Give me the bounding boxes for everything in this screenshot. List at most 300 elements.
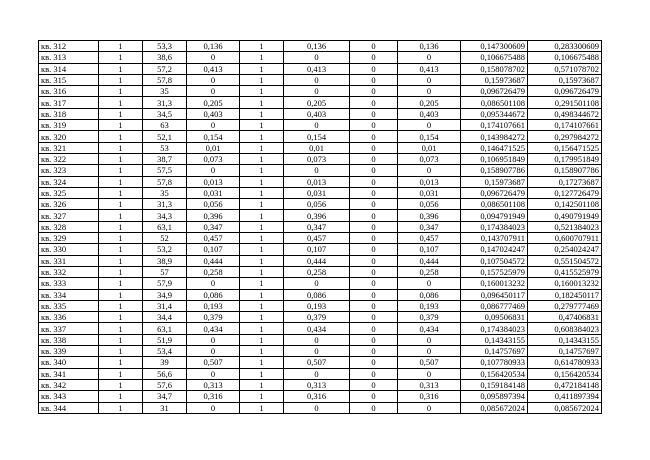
cell-coef: 1 — [240, 52, 284, 63]
cell-total: 0,106675488 — [528, 52, 602, 63]
cell-area: 57,9 — [143, 278, 187, 289]
cell-value-b: 0,396 — [284, 210, 350, 221]
cell-value-e: 0,147024247 — [461, 244, 528, 255]
cell-value-b: 0 — [284, 278, 350, 289]
cell-coef: 1 — [240, 402, 284, 413]
cell-value-c: 0 — [350, 131, 398, 142]
cell-apartment: кв. 333 — [39, 278, 99, 289]
cell-value-c: 0 — [350, 289, 398, 300]
cell-value-a: 0,056 — [187, 199, 240, 210]
cell-total: 0,156471525 — [528, 142, 602, 153]
cell-count: 1 — [99, 165, 143, 176]
cell-area: 51,9 — [143, 334, 187, 345]
cell-value-d: 0,444 — [398, 255, 461, 266]
cell-value-c: 0 — [350, 153, 398, 164]
cell-total: 0,279777469 — [528, 300, 602, 311]
cell-area: 56,6 — [143, 368, 187, 379]
cell-coef: 1 — [240, 120, 284, 131]
cell-area: 38,9 — [143, 255, 187, 266]
cell-value-d: 0,107 — [398, 244, 461, 255]
table-row — [39, 391, 602, 402]
cell-value-b: 0,154 — [284, 131, 350, 142]
cell-value-d: 0 — [398, 402, 461, 413]
cell-value-d: 0,396 — [398, 210, 461, 221]
cell-value-b: 0 — [284, 120, 350, 131]
cell-count: 1 — [99, 187, 143, 198]
table-row — [39, 334, 602, 345]
cell-value-e: 0,158078702 — [461, 63, 528, 74]
cell-area: 63,1 — [143, 323, 187, 334]
cell-count: 1 — [99, 86, 143, 97]
cell-value-a: 0 — [187, 165, 240, 176]
cell-area: 31,4 — [143, 300, 187, 311]
cell-value-d: 0 — [398, 165, 461, 176]
cell-total: 0,490791949 — [528, 210, 602, 221]
table-row — [39, 346, 602, 357]
cell-coef: 1 — [240, 379, 284, 390]
cell-total: 0,14343155 — [528, 334, 602, 345]
cell-value-d: 0 — [398, 278, 461, 289]
cell-apartment: кв. 318 — [39, 108, 99, 119]
cell-apartment: кв. 328 — [39, 221, 99, 232]
cell-value-b: 0,347 — [284, 221, 350, 232]
cell-value-b: 0,444 — [284, 255, 350, 266]
cell-value-a: 0,457 — [187, 233, 240, 244]
cell-value-e: 0,086777469 — [461, 300, 528, 311]
cell-coef: 1 — [240, 334, 284, 345]
cell-coef: 1 — [240, 300, 284, 311]
cell-apartment: кв. 312 — [39, 41, 99, 52]
table-row — [39, 187, 602, 198]
cell-area: 31 — [143, 402, 187, 413]
cell-total: 0,254024247 — [528, 244, 602, 255]
table-row — [39, 199, 602, 210]
cell-value-a: 0,193 — [187, 300, 240, 311]
cell-total: 0,551504572 — [528, 255, 602, 266]
table-row — [39, 379, 602, 390]
cell-area: 53,4 — [143, 346, 187, 357]
cell-value-a: 0 — [187, 368, 240, 379]
cell-value-b: 0,136 — [284, 41, 350, 52]
cell-coef: 1 — [240, 41, 284, 52]
cell-coef: 1 — [240, 289, 284, 300]
cell-value-c: 0 — [350, 402, 398, 413]
cell-total: 0,17273687 — [528, 176, 602, 187]
cell-value-b: 0,107 — [284, 244, 350, 255]
cell-value-c: 0 — [350, 221, 398, 232]
cell-value-c: 0 — [350, 266, 398, 277]
cell-value-c: 0 — [350, 278, 398, 289]
cell-count: 1 — [99, 131, 143, 142]
cell-value-c: 0 — [350, 379, 398, 390]
cell-coef: 1 — [240, 323, 284, 334]
cell-count: 1 — [99, 312, 143, 323]
cell-value-d: 0,154 — [398, 131, 461, 142]
cell-value-a: 0,413 — [187, 63, 240, 74]
cell-value-b: 0,434 — [284, 323, 350, 334]
cell-value-d: 0,193 — [398, 300, 461, 311]
table-row — [39, 210, 602, 221]
cell-total: 0,571078702 — [528, 63, 602, 74]
cell-value-b: 0,413 — [284, 63, 350, 74]
table-row — [39, 368, 602, 379]
cell-coef: 1 — [240, 165, 284, 176]
cell-apartment: кв. 342 — [39, 379, 99, 390]
cell-value-e: 0,157525979 — [461, 266, 528, 277]
table-row — [39, 323, 602, 334]
table-row — [39, 131, 602, 142]
cell-value-a: 0,347 — [187, 221, 240, 232]
cell-value-c: 0 — [350, 97, 398, 108]
cell-value-c: 0 — [350, 312, 398, 323]
cell-value-c: 0 — [350, 187, 398, 198]
cell-value-a: 0 — [187, 334, 240, 345]
cell-coef: 1 — [240, 357, 284, 368]
cell-value-b: 0 — [284, 402, 350, 413]
cell-count: 1 — [99, 142, 143, 153]
cell-total: 0,174107661 — [528, 120, 602, 131]
cell-apartment: кв. 337 — [39, 323, 99, 334]
cell-value-d: 0 — [398, 86, 461, 97]
cell-value-b: 0 — [284, 165, 350, 176]
cell-value-a: 0,086 — [187, 289, 240, 300]
cell-value-e: 0,14757697 — [461, 346, 528, 357]
cell-value-e: 0,086501108 — [461, 97, 528, 108]
cell-value-d: 0,013 — [398, 176, 461, 187]
cell-coef: 1 — [240, 255, 284, 266]
cell-value-a: 0,434 — [187, 323, 240, 334]
cell-value-e: 0,09506831 — [461, 312, 528, 323]
cell-value-b: 0,313 — [284, 379, 350, 390]
cell-count: 1 — [99, 199, 143, 210]
cell-value-c: 0 — [350, 233, 398, 244]
table-row — [39, 165, 602, 176]
cell-value-a: 0,444 — [187, 255, 240, 266]
cell-coef: 1 — [240, 74, 284, 85]
cell-area: 53 — [143, 142, 187, 153]
cell-value-d: 0,507 — [398, 357, 461, 368]
table-row — [39, 97, 602, 108]
cell-value-e: 0,160013232 — [461, 278, 528, 289]
cell-value-a: 0 — [187, 120, 240, 131]
cell-value-e: 0,159184148 — [461, 379, 528, 390]
cell-total: 0,14757697 — [528, 346, 602, 357]
cell-value-e: 0,146471525 — [461, 142, 528, 153]
cell-coef: 1 — [240, 233, 284, 244]
cell-value-e: 0,107504572 — [461, 255, 528, 266]
cell-apartment: кв. 315 — [39, 74, 99, 85]
cell-total: 0,179951849 — [528, 153, 602, 164]
cell-value-d: 0 — [398, 74, 461, 85]
cell-value-b: 0,507 — [284, 357, 350, 368]
table-row — [39, 120, 602, 131]
cell-value-c: 0 — [350, 244, 398, 255]
cell-area: 38,6 — [143, 52, 187, 63]
cell-value-b: 0,403 — [284, 108, 350, 119]
table-row — [39, 63, 602, 74]
cell-area: 34,7 — [143, 391, 187, 402]
cell-count: 1 — [99, 346, 143, 357]
cell-value-e: 0,096450117 — [461, 289, 528, 300]
cell-count: 1 — [99, 210, 143, 221]
table-row — [39, 74, 602, 85]
table-row — [39, 41, 602, 52]
cell-value-b: 0,086 — [284, 289, 350, 300]
cell-count: 1 — [99, 300, 143, 311]
cell-coef: 1 — [240, 187, 284, 198]
cell-coef: 1 — [240, 153, 284, 164]
cell-count: 1 — [99, 244, 143, 255]
cell-total: 0,182450117 — [528, 289, 602, 300]
cell-value-c: 0 — [350, 63, 398, 74]
cell-count: 1 — [99, 233, 143, 244]
table-row — [39, 300, 602, 311]
cell-count: 1 — [99, 334, 143, 345]
cell-value-a: 0,205 — [187, 97, 240, 108]
cell-value-c: 0 — [350, 52, 398, 63]
cell-value-e: 0,096726479 — [461, 86, 528, 97]
cell-apartment: кв. 341 — [39, 368, 99, 379]
table-row — [39, 86, 602, 97]
cell-count: 1 — [99, 108, 143, 119]
cell-value-d: 0,379 — [398, 312, 461, 323]
cell-total: 0,608384023 — [528, 323, 602, 334]
cell-apartment: кв. 339 — [39, 346, 99, 357]
cell-value-e: 0,174384023 — [461, 323, 528, 334]
cell-apartment: кв. 313 — [39, 52, 99, 63]
cell-count: 1 — [99, 402, 143, 413]
table-row — [39, 312, 602, 323]
cell-total: 0,085672024 — [528, 402, 602, 413]
cell-value-b: 0 — [284, 346, 350, 357]
cell-coef: 1 — [240, 108, 284, 119]
cell-area: 35 — [143, 187, 187, 198]
cell-value-b: 0,316 — [284, 391, 350, 402]
cell-value-a: 0,031 — [187, 187, 240, 198]
cell-value-d: 0,031 — [398, 187, 461, 198]
cell-value-c: 0 — [350, 41, 398, 52]
cell-value-c: 0 — [350, 334, 398, 345]
cell-area: 34,5 — [143, 108, 187, 119]
cell-apartment: кв. 317 — [39, 97, 99, 108]
cell-value-a: 0,403 — [187, 108, 240, 119]
cell-total: 0,127726479 — [528, 187, 602, 198]
cell-value-d: 0,313 — [398, 379, 461, 390]
cell-apartment: кв. 334 — [39, 289, 99, 300]
cell-value-b: 0,457 — [284, 233, 350, 244]
cell-value-b: 0 — [284, 334, 350, 345]
cell-value-d: 0,413 — [398, 63, 461, 74]
cell-value-b: 0,031 — [284, 187, 350, 198]
cell-value-d: 0,086 — [398, 289, 461, 300]
cell-apartment: кв. 323 — [39, 165, 99, 176]
cell-value-a: 0 — [187, 74, 240, 85]
cell-value-a: 0,313 — [187, 379, 240, 390]
cell-count: 1 — [99, 176, 143, 187]
cell-coef: 1 — [240, 244, 284, 255]
cell-apartment: кв. 327 — [39, 210, 99, 221]
cell-apartment: кв. 336 — [39, 312, 99, 323]
cell-value-c: 0 — [350, 74, 398, 85]
cell-count: 1 — [99, 120, 143, 131]
cell-coef: 1 — [240, 199, 284, 210]
cell-value-c: 0 — [350, 165, 398, 176]
cell-area: 34,3 — [143, 210, 187, 221]
cell-value-d: 0,073 — [398, 153, 461, 164]
cell-total: 0,158907786 — [528, 165, 602, 176]
cell-value-c: 0 — [350, 142, 398, 153]
table-row — [39, 244, 602, 255]
cell-apartment: кв. 330 — [39, 244, 99, 255]
cell-area: 31,3 — [143, 199, 187, 210]
cell-total: 0,521384023 — [528, 221, 602, 232]
cell-apartment: кв. 335 — [39, 300, 99, 311]
cell-total: 0,297984272 — [528, 131, 602, 142]
table-row — [39, 278, 602, 289]
cell-apartment: кв. 343 — [39, 391, 99, 402]
cell-count: 1 — [99, 289, 143, 300]
cell-value-d: 0,457 — [398, 233, 461, 244]
cell-count: 1 — [99, 266, 143, 277]
cell-value-b: 0,013 — [284, 176, 350, 187]
cell-value-e: 0,095344672 — [461, 108, 528, 119]
cell-count: 1 — [99, 255, 143, 266]
cell-area: 34,4 — [143, 312, 187, 323]
cell-value-b: 0,258 — [284, 266, 350, 277]
cell-value-a: 0,073 — [187, 153, 240, 164]
cell-count: 1 — [99, 63, 143, 74]
cell-area: 63,1 — [143, 221, 187, 232]
table-row — [39, 221, 602, 232]
cell-total: 0,15973687 — [528, 74, 602, 85]
apartment-data-table — [38, 40, 602, 414]
cell-count: 1 — [99, 221, 143, 232]
cell-value-b: 0 — [284, 74, 350, 85]
cell-area: 52,1 — [143, 131, 187, 142]
cell-count: 1 — [99, 278, 143, 289]
cell-apartment: кв. 340 — [39, 357, 99, 368]
cell-total: 0,160013232 — [528, 278, 602, 289]
cell-value-d: 0,136 — [398, 41, 461, 52]
cell-coef: 1 — [240, 278, 284, 289]
cell-coef: 1 — [240, 86, 284, 97]
cell-apartment: кв. 332 — [39, 266, 99, 277]
cell-value-c: 0 — [350, 86, 398, 97]
table-row — [39, 402, 602, 413]
cell-area: 35 — [143, 86, 187, 97]
cell-value-a: 0,013 — [187, 176, 240, 187]
cell-area: 52 — [143, 233, 187, 244]
cell-value-a: 0,396 — [187, 210, 240, 221]
cell-value-c: 0 — [350, 210, 398, 221]
cell-value-d: 0,258 — [398, 266, 461, 277]
cell-count: 1 — [99, 379, 143, 390]
table-row — [39, 266, 602, 277]
cell-value-b: 0,379 — [284, 312, 350, 323]
cell-value-e: 0,156420534 — [461, 368, 528, 379]
cell-area: 57,8 — [143, 176, 187, 187]
cell-count: 1 — [99, 74, 143, 85]
cell-value-a: 0 — [187, 52, 240, 63]
cell-value-d: 0,056 — [398, 199, 461, 210]
table-row — [39, 233, 602, 244]
cell-area: 57,8 — [143, 74, 187, 85]
cell-coef: 1 — [240, 221, 284, 232]
cell-apartment: кв. 314 — [39, 63, 99, 74]
table-row — [39, 289, 602, 300]
cell-value-d: 0 — [398, 52, 461, 63]
cell-area: 63 — [143, 120, 187, 131]
cell-value-d: 0 — [398, 334, 461, 345]
cell-value-e: 0,143984272 — [461, 131, 528, 142]
cell-value-e: 0,085672024 — [461, 402, 528, 413]
cell-coef: 1 — [240, 142, 284, 153]
table-row — [39, 255, 602, 266]
cell-value-b: 0 — [284, 52, 350, 63]
cell-apartment: кв. 319 — [39, 120, 99, 131]
cell-coef: 1 — [240, 391, 284, 402]
cell-value-e: 0,15973687 — [461, 74, 528, 85]
cell-value-c: 0 — [350, 357, 398, 368]
cell-apartment: кв. 324 — [39, 176, 99, 187]
cell-value-e: 0,095897394 — [461, 391, 528, 402]
table-row — [39, 153, 602, 164]
cell-total: 0,291501108 — [528, 97, 602, 108]
cell-value-d: 0,316 — [398, 391, 461, 402]
cell-count: 1 — [99, 97, 143, 108]
cell-apartment: кв. 322 — [39, 153, 99, 164]
cell-apartment: кв. 331 — [39, 255, 99, 266]
cell-area: 53,2 — [143, 244, 187, 255]
cell-coef: 1 — [240, 63, 284, 74]
cell-apartment: кв. 344 — [39, 402, 99, 413]
cell-apartment: кв. 321 — [39, 142, 99, 153]
cell-value-e: 0,096726479 — [461, 187, 528, 198]
cell-coef: 1 — [240, 97, 284, 108]
cell-coef: 1 — [240, 176, 284, 187]
cell-value-a: 0,258 — [187, 266, 240, 277]
cell-value-e: 0,174384023 — [461, 221, 528, 232]
cell-area: 57,5 — [143, 165, 187, 176]
cell-value-e: 0,106951849 — [461, 153, 528, 164]
cell-value-a: 0,507 — [187, 357, 240, 368]
table-row — [39, 108, 602, 119]
cell-area: 53,3 — [143, 41, 187, 52]
cell-value-a: 0 — [187, 278, 240, 289]
cell-coef: 1 — [240, 312, 284, 323]
cell-apartment: кв. 329 — [39, 233, 99, 244]
cell-value-d: 0,01 — [398, 142, 461, 153]
cell-value-a: 0,01 — [187, 142, 240, 153]
table-body — [39, 41, 602, 414]
cell-value-b: 0,01 — [284, 142, 350, 153]
cell-count: 1 — [99, 391, 143, 402]
cell-value-e: 0,14343155 — [461, 334, 528, 345]
cell-value-e: 0,094791949 — [461, 210, 528, 221]
cell-coef: 1 — [240, 131, 284, 142]
cell-value-c: 0 — [350, 199, 398, 210]
cell-value-e: 0,106675488 — [461, 52, 528, 63]
cell-apartment: кв. 316 — [39, 86, 99, 97]
cell-value-d: 0,347 — [398, 221, 461, 232]
cell-area: 39 — [143, 357, 187, 368]
cell-total: 0,096726479 — [528, 86, 602, 97]
cell-total: 0,411897394 — [528, 391, 602, 402]
cell-value-d: 0 — [398, 368, 461, 379]
cell-value-b: 0 — [284, 368, 350, 379]
cell-value-e: 0,174107661 — [461, 120, 528, 131]
cell-value-e: 0,15973687 — [461, 176, 528, 187]
